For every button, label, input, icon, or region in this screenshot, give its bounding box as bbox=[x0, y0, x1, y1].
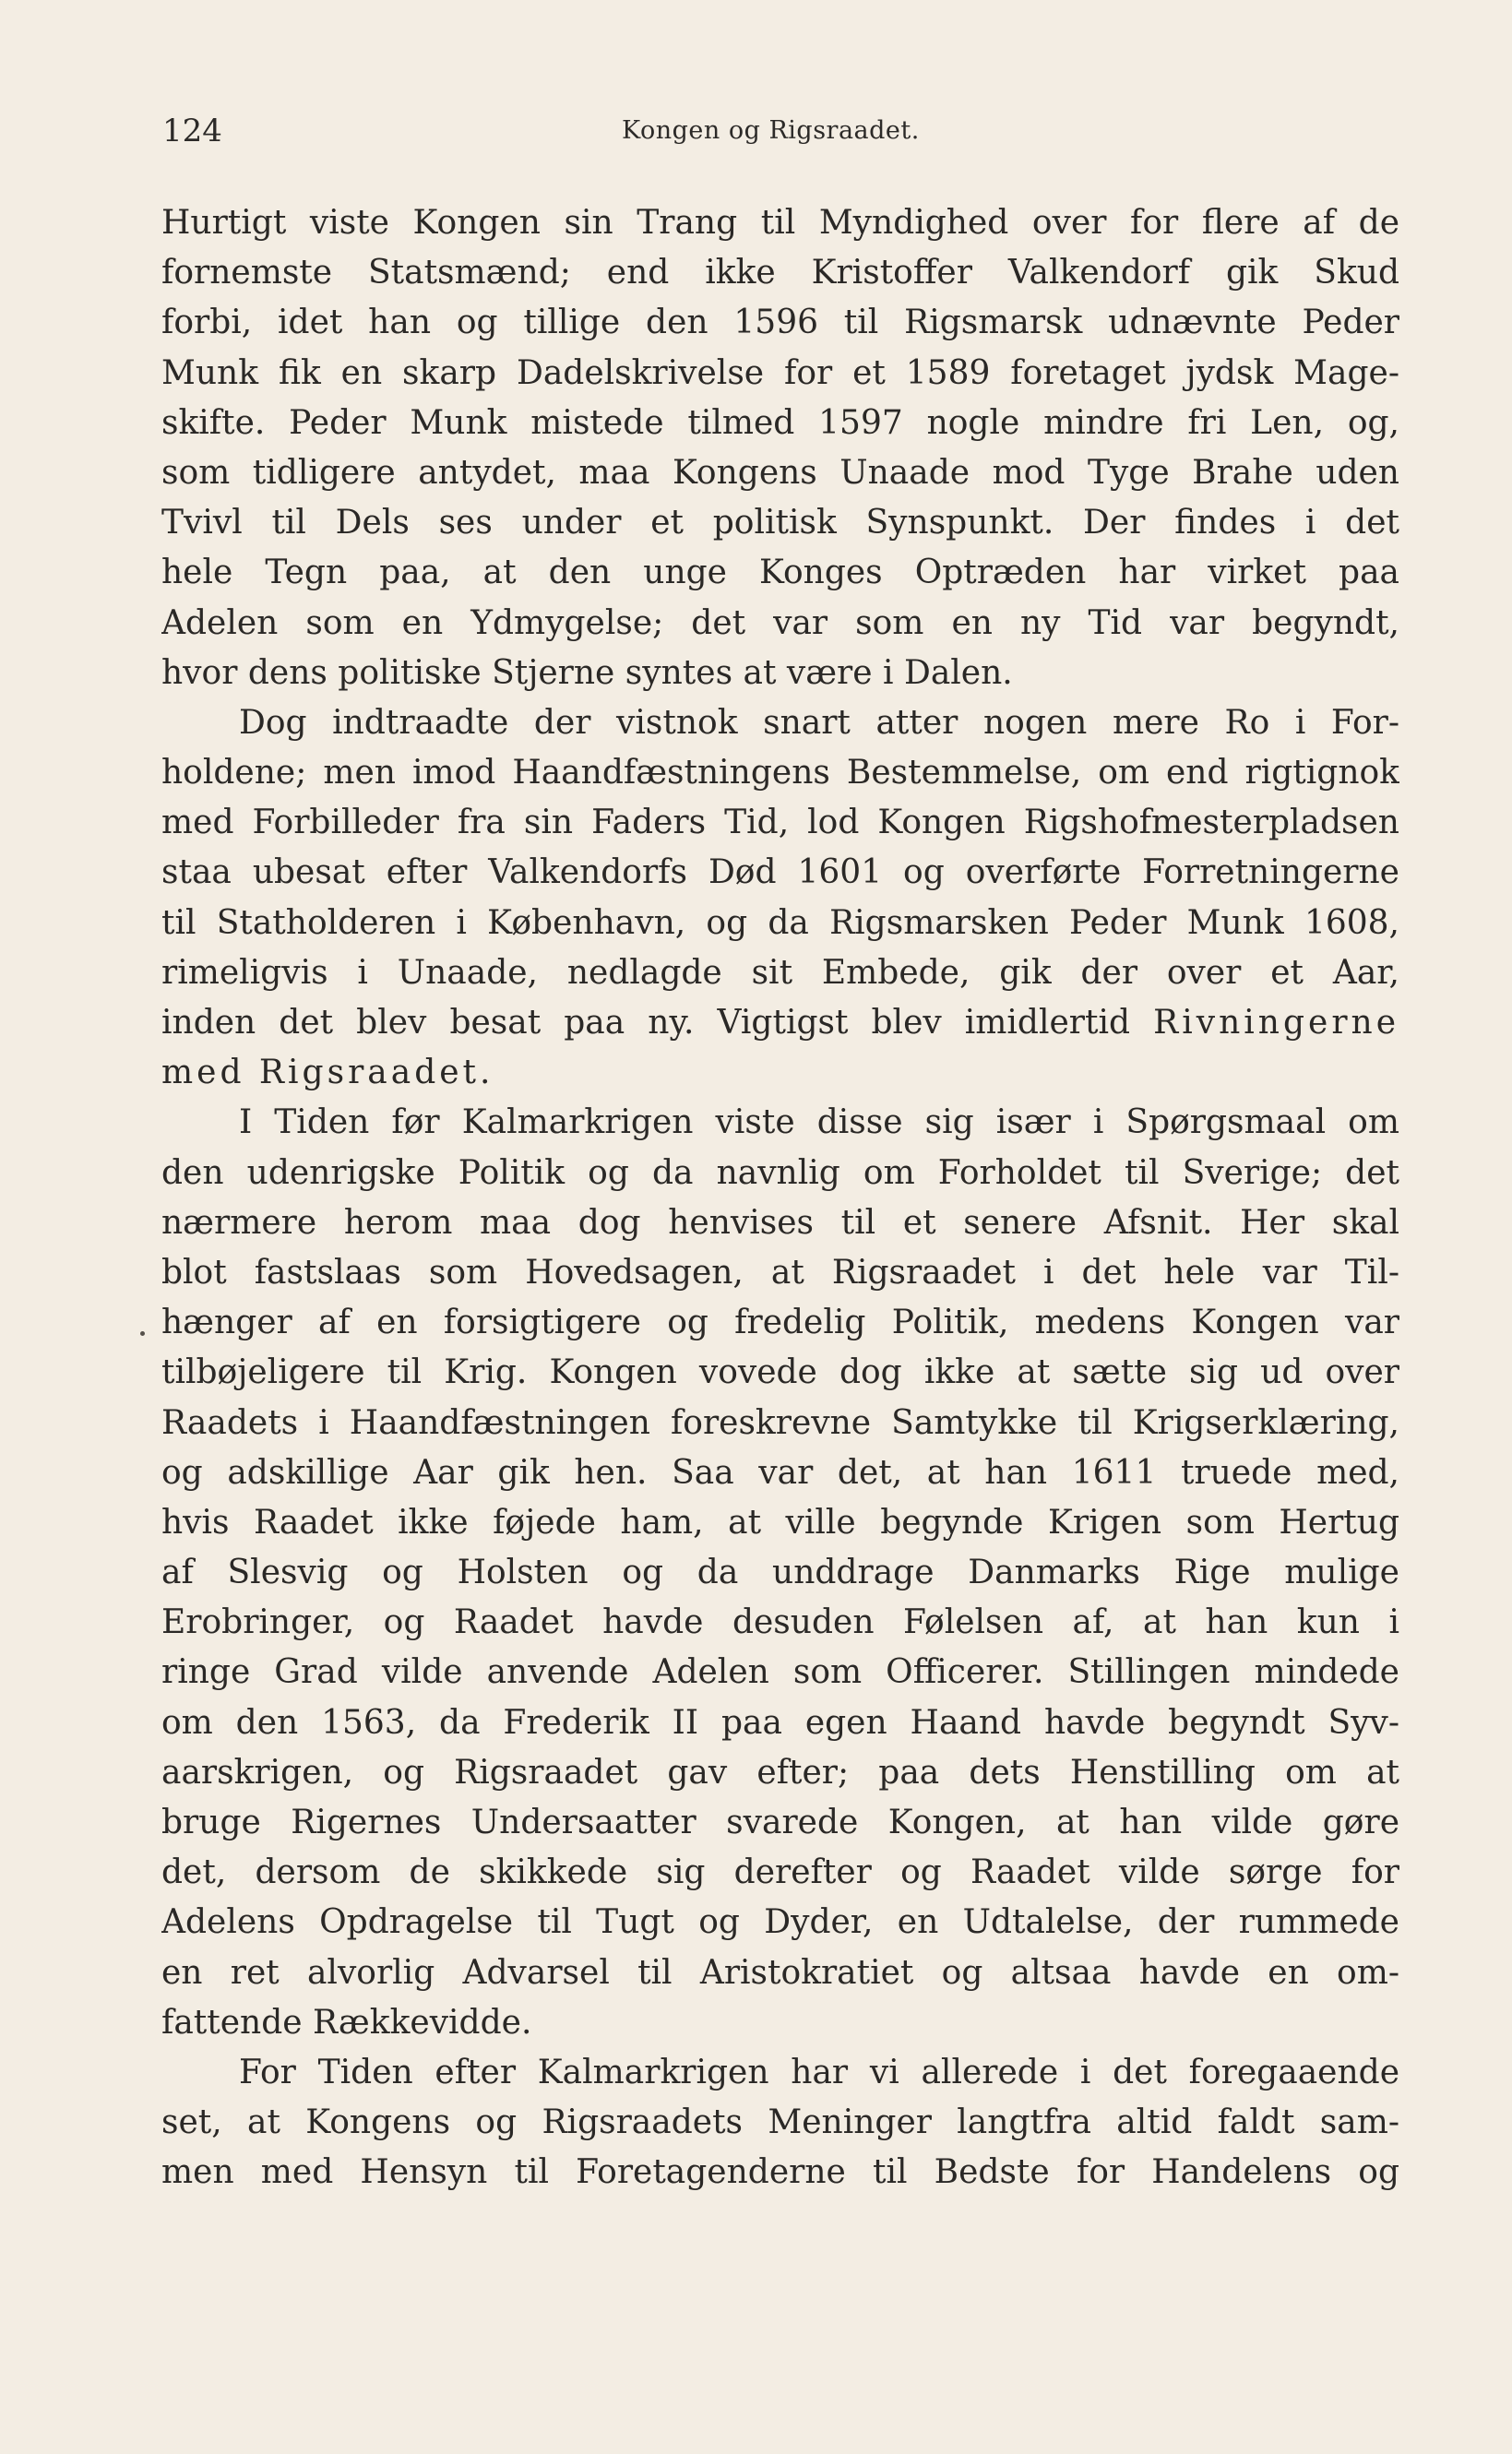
text-line: hvor dens politiske Stjerne syntes at være i Dalen. bbox=[161, 653, 1013, 692]
text-line: Hurtigt viste Kongen sin Trang til Myndighed over for flere af de bbox=[161, 204, 1399, 242]
text-line: hænger af en forsigtigere og fredelig Politik, medens Kongen var bbox=[161, 1304, 1399, 1342]
text-line: en ret alvorlig Advarsel til Aristokratiet og altsaa havde en om- bbox=[161, 1953, 1399, 1992]
running-title: Kongen og Rigsraadet. bbox=[622, 116, 920, 145]
text-line: I Tiden før Kalmarkrigen viste disse sig især i Spørgsmaal om bbox=[239, 1103, 1399, 1142]
text-line: skifte. Peder Munk mistede tilmed 1597 nogle mindre fri Len, og, bbox=[161, 403, 1399, 442]
text-line: aarskrigen, og Rigsraadet gav efter; paa dets Henstilling om at bbox=[161, 1753, 1399, 1792]
text-line: til Statholderen i København, og da Rigsmarsken Peder Munk 1608, bbox=[161, 903, 1399, 942]
text-line: set, at Kongens og Rigsraadets Meninger langtfra altid faldt sam- bbox=[161, 2103, 1399, 2142]
text-line: Adelen som en Ydmygelse; det var som en ny Tid var begyndt, bbox=[161, 603, 1399, 642]
text-line: fornemste Statsmænd; end ikke Kristoffer Valkendorf gik Skud bbox=[161, 254, 1399, 292]
text-segment: inden det blev besat paa ny. Vigtigst blev imidlertid bbox=[161, 1004, 1131, 1042]
text-line: tilbøjeligere til Krig. Kongen vovede dog ikke at sætte sig ud over bbox=[161, 1353, 1399, 1392]
margin-mark bbox=[140, 1331, 145, 1336]
text-line: af Slesvig og Holsten og da unddrage Danmarks Rige mulige bbox=[161, 1554, 1399, 1592]
text-line: og adskillige Aar gik hen. Saa var det, at han 1611 truede med, bbox=[161, 1453, 1399, 1492]
spaced-emphasis: Rivningerne bbox=[1153, 1004, 1399, 1042]
text-line: Tvivl til Dels ses under et politisk Synspunkt. Der findes i det bbox=[161, 504, 1399, 542]
text-line: blot fastslaas som Hovedsagen, at Rigsraadet i det hele var Til- bbox=[161, 1253, 1399, 1292]
text-line: ringe Grad vilde anvende Adelen som Officerer. Stillingen mindede bbox=[161, 1653, 1399, 1692]
text-line: staa ubesat efter Valkendorfs Død 1601 og overførte Forretningerne bbox=[161, 853, 1399, 892]
text-line: den udenrigske Politik og da navnlig om Forholdet til Sverige; det bbox=[161, 1153, 1399, 1192]
text-line: forbi, idet han og tillige den 1596 til Rigsmarsk udnævnte Peder bbox=[161, 304, 1399, 342]
text-line: Dog indtraadte der vistnok snart atter nogen mere Ro i For- bbox=[239, 703, 1399, 742]
text-line: Raadets i Haandfæstningen foreskrevne Samtykke til Krigserklæring, bbox=[161, 1403, 1399, 1442]
text-line: Adelens Opdragelse til Tugt og Dyder, en Udtalelse, der rummede bbox=[161, 1903, 1399, 1942]
text-line: bruge Rigernes Undersaatter svarede Kongen, at han vilde gøre bbox=[161, 1804, 1399, 1841]
text-line: hele Tegn paa, at den unge Konges Optræden har virket paa bbox=[161, 554, 1399, 592]
text-line: holdene; men imod Haandfæstningens Bestemmelse, om end rigtignok bbox=[161, 754, 1399, 792]
page-header bbox=[162, 113, 1399, 157]
page-number: 124 bbox=[162, 113, 222, 149]
text-line-mixed bbox=[161, 998, 1399, 1048]
text-line: Munk fik en skarp Dadelskrivelse for et 1589 foretaget jydsk Mage- bbox=[161, 353, 1399, 392]
text-line: Erobringer, og Raadet havde desuden Følelsen af, at han kun i bbox=[161, 1603, 1399, 1642]
body-text bbox=[161, 198, 1399, 2198]
text-line: fattende Rækkevidde. bbox=[161, 2003, 532, 2042]
text-line: om den 1563, da Frederik II paa egen Haand havde begyndt Syv- bbox=[161, 1703, 1399, 1742]
text-line: For Tiden efter Kalmarkrigen har vi allerede i det foregaaende bbox=[239, 2053, 1399, 2091]
text-line: som tidligere antydet, maa Kongens Unaade mod Tyge Brahe uden bbox=[161, 453, 1399, 492]
text-line: med Rigsraadet. bbox=[161, 1054, 494, 1092]
text-line: nærmere herom maa dog henvises til et senere Afsnit. Her skal bbox=[161, 1203, 1399, 1242]
text-line: rimeligvis i Unaade, nedlagde sit Embede, gik der over et Aar, bbox=[161, 953, 1399, 992]
text-line: hvis Raadet ikke føjede ham, at ville begynde Krigen som Hertug bbox=[161, 1503, 1399, 1542]
text-line: men med Hensyn til Foretagenderne til Bedste for Handelens og bbox=[161, 2153, 1399, 2192]
text-line: det, dersom de skikkede sig derefter og Raadet vilde sørge for bbox=[161, 1853, 1399, 1892]
text-line: med Forbilleder fra sin Faders Tid, lod Kongen Rigshofmesterpladsen bbox=[161, 804, 1399, 842]
